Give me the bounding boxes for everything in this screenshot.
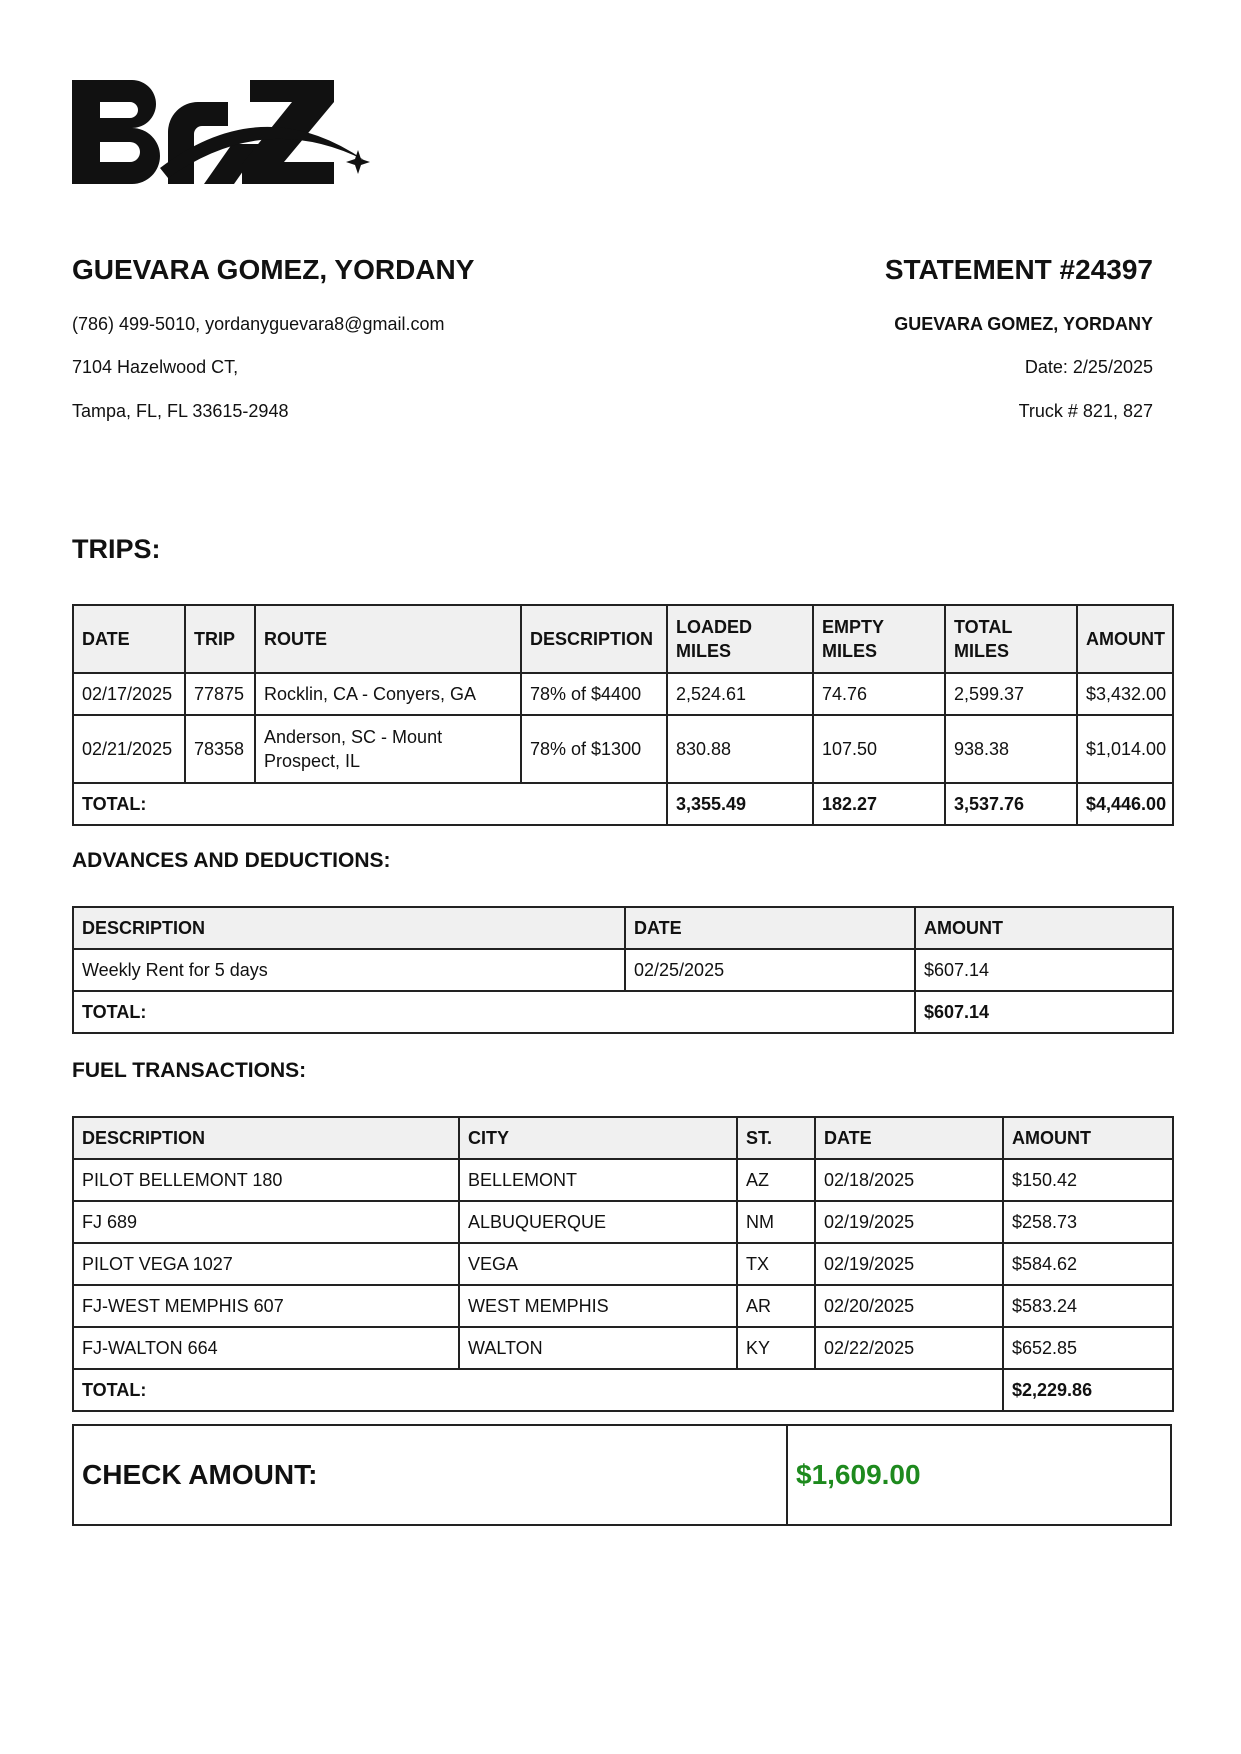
trip-empty-miles: 74.76 [813,673,945,715]
table-row [73,1327,1173,1369]
fuel-description: FJ 689 [73,1201,459,1243]
fuel-description: PILOT VEGA 1027 [73,1243,459,1285]
total-label: TOTAL: [73,1369,1003,1411]
fuel-date: 02/19/2025 [815,1201,1003,1243]
driver-address-line1: 7104 Hazelwood CT, [72,357,239,377]
fuel-state: KY [737,1327,815,1369]
table-row [73,715,1173,783]
company-logo [72,80,382,190]
total-empty-miles: 182.27 [813,783,945,825]
col-header: TOTAL MILES [945,605,1077,673]
fuel-city: WEST MEMPHIS [459,1285,737,1327]
table-row [73,1243,1173,1285]
fuel-date: 02/19/2025 [815,1243,1003,1285]
total-label: TOTAL: [73,991,915,1033]
trip-route: Anderson, SC - Mount Prospect, IL [255,715,521,783]
fuel-city: ALBUQUERQUE [459,1201,737,1243]
col-header: AMOUNT [1077,605,1173,673]
deduction-date: 02/25/2025 [625,949,915,991]
total-amount: $4,446.00 [1077,783,1173,825]
deductions-table [72,906,1174,1034]
col-header: DESCRIPTION [73,1117,459,1159]
statement-truck: Truck # 821, 827 [1018,401,1153,421]
trip-date: 02/17/2025 [73,673,185,715]
trip-amount: $3,432.00 [1077,673,1173,715]
fuel-description: FJ-WEST MEMPHIS 607 [73,1285,459,1327]
col-header: AMOUNT [915,907,1173,949]
col-header: DATE [73,605,185,673]
fuel-date: 02/22/2025 [815,1327,1003,1369]
fuel-amount: $584.62 [1003,1243,1173,1285]
col-header: ST. [737,1117,815,1159]
trip-loaded-miles: 830.88 [667,715,813,783]
deduction-description: Weekly Rent for 5 days [73,949,625,991]
check-amount-box [72,1424,1172,1526]
trip-loaded-miles: 2,524.61 [667,673,813,715]
fuel-city: WALTON [459,1327,737,1369]
deductions-title: ADVANCES AND DEDUCTIONS: [72,849,391,872]
deduction-amount: $607.14 [915,949,1173,991]
fuel-state: NM [737,1201,815,1243]
driver-name: GUEVARA GOMEZ, YORDANY [72,254,475,285]
check-amount-label: CHECK AMOUNT: [74,1426,788,1524]
total-total-miles: 3,537.76 [945,783,1077,825]
statement-date: Date: 2/25/2025 [1024,357,1153,377]
trips-table [72,604,1174,826]
fuel-state: AR [737,1285,815,1327]
fuel-amount: $583.24 [1003,1285,1173,1327]
fuel-description: PILOT BELLEMONT 180 [73,1159,459,1201]
total-loaded-miles: 3,355.49 [667,783,813,825]
statement-title: STATEMENT #24397 [884,254,1153,285]
table-row [73,1201,1173,1243]
trip-date: 02/21/2025 [73,715,185,783]
fuel-title: FUEL TRANSACTIONS: [72,1059,307,1082]
fuel-state: AZ [737,1159,815,1201]
fuel-description: FJ-WALTON 664 [73,1327,459,1369]
fuel-city: BELLEMONT [459,1159,737,1201]
trip-number: 78358 [185,715,255,783]
col-header: TRIP [185,605,255,673]
total-label: TOTAL: [73,783,667,825]
table-row [73,1285,1173,1327]
total-row [73,783,1173,825]
col-header: DESCRIPTION [73,907,625,949]
trip-empty-miles: 107.50 [813,715,945,783]
trip-total-miles: 938.38 [945,715,1077,783]
statement-driver-name: GUEVARA GOMEZ, YORDANY [894,314,1153,334]
trip-description: 78% of $1300 [521,715,667,783]
trip-number: 77875 [185,673,255,715]
col-header: DESCRIPTION [521,605,667,673]
col-header: CITY [459,1117,737,1159]
col-header: DATE [815,1117,1003,1159]
col-header: EMPTY MILES [813,605,945,673]
fuel-date: 02/20/2025 [815,1285,1003,1327]
trips-title: TRIPS: [72,534,161,564]
col-header: AMOUNT [1003,1117,1173,1159]
total-row [73,1369,1173,1411]
col-header: ROUTE [255,605,521,673]
fuel-amount: $258.73 [1003,1201,1173,1243]
fuel-city: VEGA [459,1243,737,1285]
total-row [73,991,1173,1033]
table-row [73,1159,1173,1201]
driver-address-line2: Tampa, FL, FL 33615-2948 [72,401,289,421]
trip-amount: $1,014.00 [1077,715,1173,783]
brz-logo-icon [72,80,382,190]
trip-description: 78% of $4400 [521,673,667,715]
check-amount-value: $1,609.00 [796,1459,921,1490]
trips-header-row [73,605,1173,673]
trip-total-miles: 2,599.37 [945,673,1077,715]
driver-contact: (786) 499-5010, yordanyguevara8@gmail.com [72,314,445,334]
table-row [73,673,1173,715]
fuel-date: 02/18/2025 [815,1159,1003,1201]
total-amount: $607.14 [915,991,1173,1033]
fuel-amount: $652.85 [1003,1327,1173,1369]
total-amount: $2,229.86 [1003,1369,1173,1411]
fuel-amount: $150.42 [1003,1159,1173,1201]
fuel-table [72,1116,1174,1412]
deductions-header-row [73,907,1173,949]
fuel-state: TX [737,1243,815,1285]
table-row [73,949,1173,991]
fuel-header-row [73,1117,1173,1159]
col-header: DATE [625,907,915,949]
trip-route: Rocklin, CA - Conyers, GA [255,673,521,715]
col-header: LOADED MILES [667,605,813,673]
